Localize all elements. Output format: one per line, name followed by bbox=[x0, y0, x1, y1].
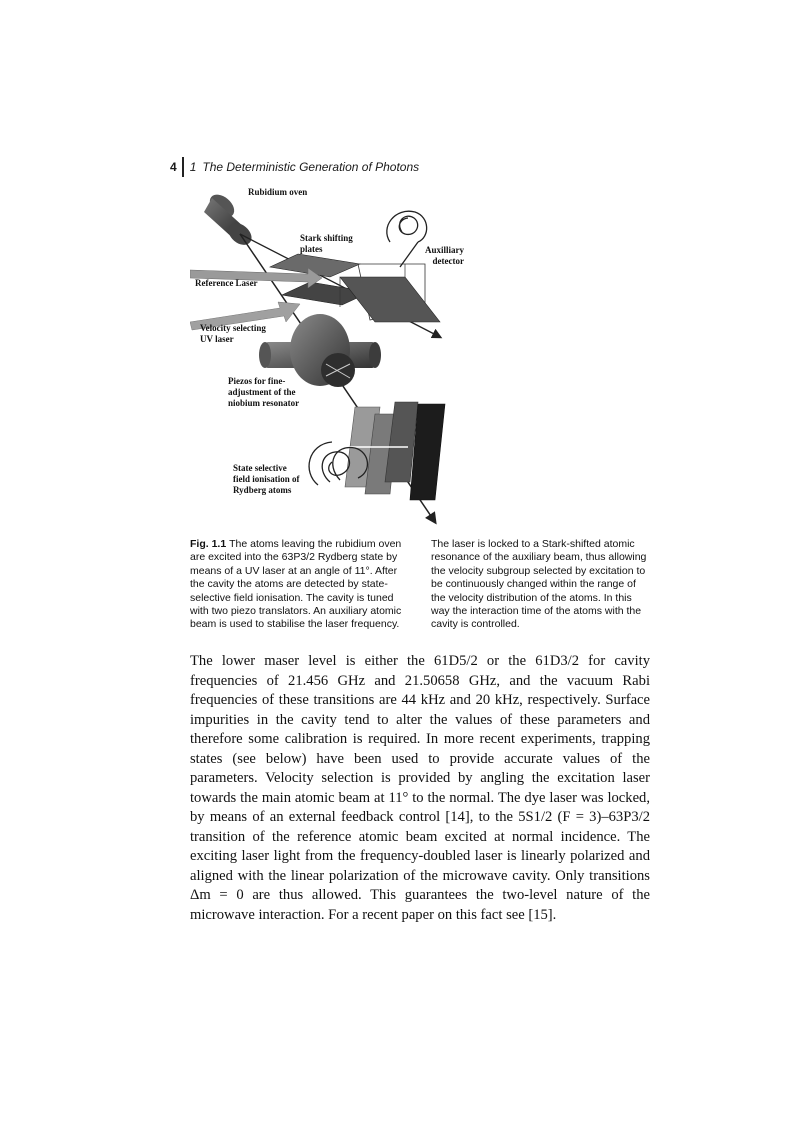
auxiliary-detector bbox=[387, 211, 427, 267]
body-paragraph-text: The lower maser level is either the 61D5/2 or the 61D3/2 for cavity frequencies of 21.456 GHz and 21.50658 GHz, and the vacuum Rabi frequencies of these transitions are 44 kHz and 20 kHz, respectively. Surface impurities in the cavity tend to alter the values of these parameters and therefore some calibration is required. In more recent experiments, trapping states (see below) have been used to provide accurate values of the parameters. Velocity selection is provided by angling the excitation laser towards the main atomic beam at 11° to the normal. The dye laser was locked, by means of an external feedback control [14], to the 5S1/2 (F = 3)–63P3/2 transition of the reference atomic beam excited at normal incidence. The exciting laser light from the frequency-doubled laser is linearly polarized and aligned with the linear polarization of the microwave cavity. Only transitions Δm = 0 are thus allowed. This guarantees the two-level nature of the microwave interaction. For a recent paper on this fact see [15]. bbox=[190, 653, 650, 923]
label-rubidium-oven: Rubidium oven bbox=[248, 187, 308, 197]
chapter-title: The Deterministic Generation of Photons bbox=[202, 160, 420, 174]
label-stark-plates: Stark shifting plates bbox=[300, 233, 353, 254]
chapter-number: 1 bbox=[189, 160, 197, 174]
rubidium-oven bbox=[204, 190, 256, 249]
caption-right-text: The laser is locked to a Stark-shifted atomic resonance of the auxiliary beam, thus allowing the velocity subgroup selected by excitation to be continuously changed within the range of the velocity distribution of the atoms. In this way the interaction time of the atoms with the cavity is controlled. bbox=[431, 538, 647, 631]
label-uv-laser: Velocity selecting UV laser bbox=[200, 323, 266, 344]
label-state-selective: State selective field ionisation of Rydberg atoms bbox=[233, 463, 300, 495]
label-reference-laser: Reference Laser bbox=[195, 278, 258, 288]
figure-label: Fig. 1.1 bbox=[190, 538, 230, 550]
label-piezos: Piezos for fine- adjustment of the niobium resonator bbox=[228, 376, 300, 408]
field-ionisation-plates bbox=[342, 402, 445, 500]
page-number: 4 bbox=[170, 160, 177, 174]
caption-left-column bbox=[190, 538, 409, 632]
figure-apparatus bbox=[190, 182, 470, 527]
stark-shifting-plates bbox=[270, 254, 440, 322]
figure-caption bbox=[190, 538, 650, 632]
running-head bbox=[170, 156, 419, 178]
body-paragraph bbox=[190, 652, 650, 925]
caption-left-text: The atoms leaving the rubidium oven are excited into the 63P3/2 Rydberg state by means of a UV laser at an angle of 11°. After the cavity the atoms are detected by state-selective field ionisation. The cavity is tuned with two piezo translators. An auxiliary atomic beam is used to stabilise the laser frequency. bbox=[190, 538, 402, 631]
header-divider bbox=[182, 157, 184, 177]
body-text bbox=[190, 652, 650, 925]
caption-right-column bbox=[431, 538, 650, 632]
label-auxiliary-detector: Auxilliary detector bbox=[425, 245, 465, 266]
